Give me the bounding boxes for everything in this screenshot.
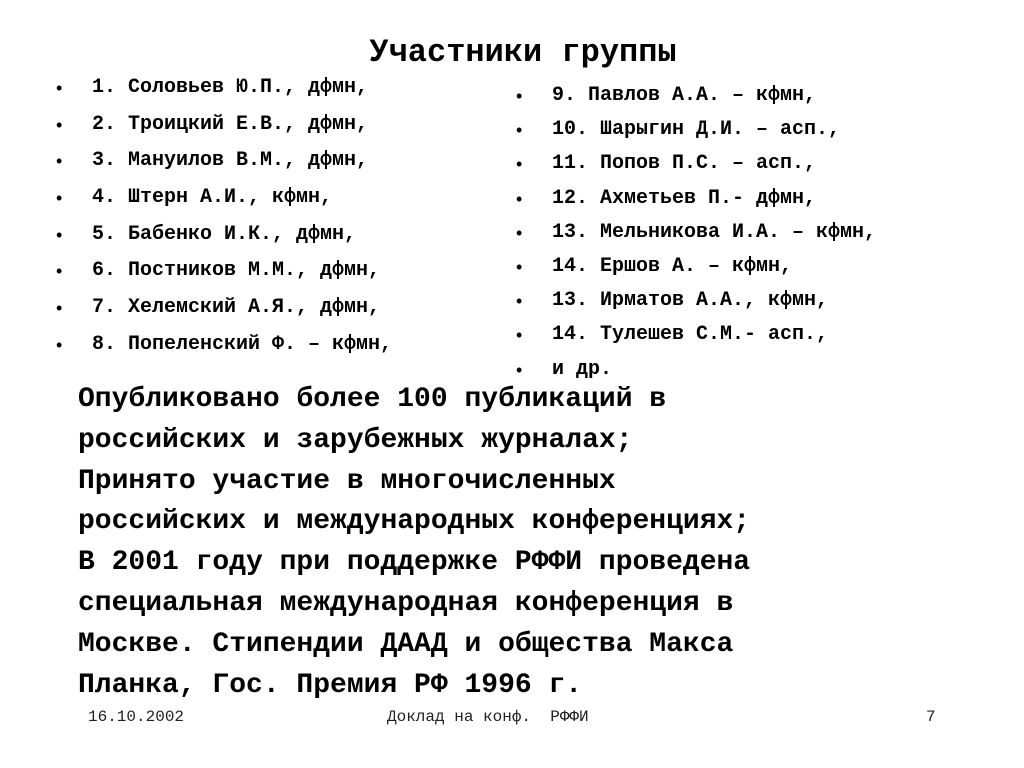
list-item xyxy=(516,323,876,347)
bullet-icon: • xyxy=(516,359,523,380)
participant-name: 9. Павлов А.А. – кфмн, xyxy=(552,84,817,107)
list-item xyxy=(56,223,392,247)
bullet-icon: • xyxy=(516,188,523,209)
list-item xyxy=(516,358,876,382)
list-item xyxy=(516,289,876,313)
participant-name: 3. Мануилов В.М., дфмн, xyxy=(92,149,369,173)
bullet-icon: • xyxy=(516,325,523,346)
bullet-icon: • xyxy=(516,120,523,141)
body-line: российских и зарубежных журналах; xyxy=(78,424,633,456)
list-item xyxy=(56,333,392,357)
list-item xyxy=(56,113,392,137)
body-line: Принято участие в многочисленных xyxy=(78,465,616,497)
bullet-icon: • xyxy=(56,261,63,282)
bullet-icon: • xyxy=(56,151,63,172)
body-line: В 2001 году при поддержке РФФИ проведена xyxy=(78,547,751,579)
list-item xyxy=(516,118,876,142)
bullet-icon: • xyxy=(56,78,63,98)
footer-title: Доклад на конф. РФФИ xyxy=(387,708,589,726)
list-item xyxy=(56,259,392,283)
participant-name: 11. Попов П.С. – асп., xyxy=(552,152,817,176)
list-item xyxy=(516,152,876,176)
participant-name: и др. xyxy=(552,357,613,381)
body-line: российских и международных конференциях; xyxy=(78,506,751,538)
achievements-text xyxy=(78,380,978,706)
body-line: специальная международная конференция в xyxy=(78,587,734,619)
bullet-icon: • xyxy=(516,154,523,175)
bullet-icon: • xyxy=(56,114,63,135)
participant-name: 12. Ахметьев П.- дфмн, xyxy=(552,186,817,210)
list-item xyxy=(516,84,876,108)
list-item xyxy=(56,186,392,210)
participant-name: 10. Шарыгин Д.И. – асп., xyxy=(552,118,841,142)
participant-name: 14. Тулешев С.М.- асп., xyxy=(552,323,829,347)
slide-title: Участники группы xyxy=(369,34,677,71)
bullet-icon: • xyxy=(56,188,63,209)
body-line: Опубликовано более 100 публикаций в xyxy=(78,384,667,415)
bullet-icon: • xyxy=(516,256,523,277)
participant-name: 14. Ершов А. – кфмн, xyxy=(552,254,793,278)
participant-name: 5. Бабенко И.К., дфмн, xyxy=(92,222,357,246)
list-item xyxy=(56,149,392,173)
footer-date: 16.10.2002 xyxy=(88,708,185,726)
list-item xyxy=(516,187,876,211)
bullet-icon: • xyxy=(56,298,63,319)
participant-name: 6. Постников М.М., дфмн, xyxy=(92,259,381,283)
page-number: 7 xyxy=(926,708,936,726)
participants-list-left xyxy=(56,76,392,370)
participant-name: 8. Попеленский Ф. – кфмн, xyxy=(92,332,393,356)
list-item xyxy=(56,76,392,100)
list-item xyxy=(56,296,392,320)
list-item xyxy=(516,255,876,279)
body-line: Планка, Гос. Премия РФ 1996 г. xyxy=(78,669,583,701)
bullet-icon: • xyxy=(516,291,523,312)
bullet-icon: • xyxy=(516,86,523,106)
body-line: Москве. Стипендии ДААД и общества Макса xyxy=(78,628,734,660)
bullet-icon: • xyxy=(56,224,63,245)
participants-list-right xyxy=(516,84,876,392)
bullet-icon: • xyxy=(516,222,523,243)
participant-name: 1. Соловьев Ю.П., дфмн, xyxy=(92,76,369,99)
bullet-icon: • xyxy=(56,334,63,355)
participant-name: 13. Ирматов А.А., кфмн, xyxy=(552,289,829,313)
participant-name: 2. Троицкий Е.В., дфмн, xyxy=(92,112,369,136)
participant-name: 7. Хелемский А.Я., дфмн, xyxy=(92,296,381,320)
participant-name: 13. Мельникова И.А. – кфмн, xyxy=(552,220,877,244)
list-item xyxy=(516,221,876,245)
participant-name: 4. Штерн А.И., кфмн, xyxy=(92,186,333,210)
